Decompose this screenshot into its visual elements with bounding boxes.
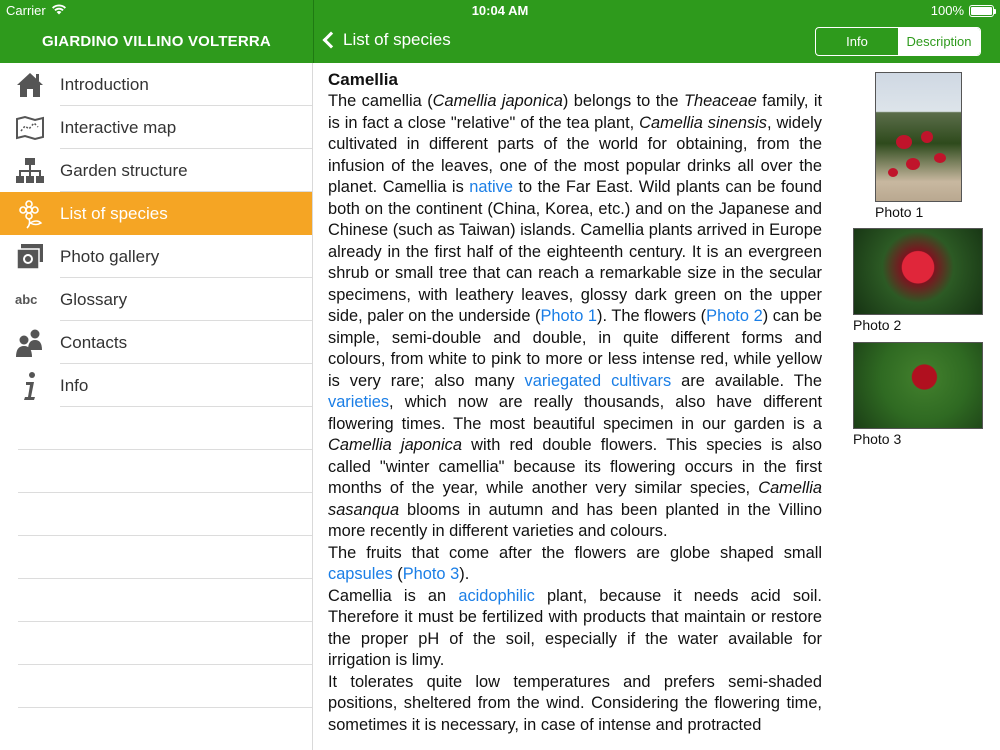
- text: ).: [459, 565, 470, 583]
- sidebar-item-label: Garden structure: [60, 160, 188, 180]
- photo-1-image: [875, 72, 962, 202]
- sidebar-item-label: Photo gallery: [60, 246, 160, 266]
- text-italic: Camellia japonica: [432, 92, 563, 110]
- link-cultivars[interactable]: cultivars: [611, 371, 672, 390]
- sidebar-item-label: Interactive map: [60, 117, 177, 137]
- battery-icon: [969, 5, 994, 17]
- text: [601, 372, 611, 390]
- hierarchy-icon: [0, 149, 60, 192]
- sidebar: [0, 63, 313, 750]
- paragraph-4: [328, 672, 822, 737]
- photo-2[interactable]: [853, 228, 983, 333]
- text: It tolerates quite low temperatures and prefers semi-shaded positions, sheltered from the wind. Considering the flowering time, sometimes it is necessary, in case of intense and protracted: [328, 672, 822, 734]
- text-italic: Camellia sinensis: [639, 113, 767, 132]
- battery-percent: 100%: [930, 3, 964, 18]
- camera-icon: [0, 235, 60, 278]
- species-description: [328, 70, 822, 750]
- sidebar-item-info[interactable]: [0, 364, 312, 407]
- empty-row: [0, 536, 312, 579]
- paragraph-1: [328, 91, 822, 543]
- paragraph-3: [328, 586, 822, 672]
- people-icon: [0, 321, 60, 364]
- text-italic: Theaceae: [683, 92, 757, 110]
- text: with red double flowers. This species is also called "winter camellia" because its flowering occurs in the first months of the year, while another very similar species,: [328, 436, 822, 497]
- back-label: List of species: [343, 30, 451, 49]
- photo-3[interactable]: [853, 342, 983, 447]
- text: ). The flowers (: [597, 307, 707, 325]
- link-varieties[interactable]: varieties: [328, 393, 390, 411]
- text: , widely cultivated in different parts of the world for obtaining, from the infusion of the leaves, one of the most popular drinks all over the planet. Camellia is: [328, 113, 822, 196]
- text: are available. The: [671, 371, 822, 390]
- link-native[interactable]: native: [469, 178, 513, 196]
- house-icon: [0, 63, 60, 106]
- flower-icon: [0, 192, 60, 235]
- text: plant, because it needs acid soil. Therefore it must be fertilized with products that maintain or restore the proper pH of the soil, especially if the water available for irrigation is limy.: [328, 586, 822, 669]
- empty-row: [0, 579, 312, 622]
- sidebar-item-contacts[interactable]: [0, 321, 312, 364]
- segment-description[interactable]: Description: [898, 28, 980, 55]
- text: ) can be simple, semi-double and double, in quite different forms and colours, from white to pink to more or less intense red, while yellow is very rare; also many: [328, 307, 822, 390]
- carrier-label: Carrier: [6, 3, 46, 18]
- status-time: 10:04 AM: [471, 3, 529, 18]
- text: ) belongs to the: [562, 92, 684, 110]
- app-title: GIARDINO VILLINO VOLTERRA: [42, 33, 271, 50]
- sidebar-item-glossary[interactable]: [0, 278, 312, 321]
- text: The fruits that come after the flowers are globe shaped small: [328, 543, 822, 562]
- empty-row: [0, 622, 312, 665]
- sidebar-item-label: Glossary: [60, 289, 128, 309]
- info-icon: [0, 364, 60, 407]
- photo-caption: Photo 2: [853, 317, 902, 333]
- photo-3-image: [853, 342, 983, 429]
- map-icon: [0, 106, 60, 149]
- text-italic: Camellia sasanqua: [328, 479, 822, 519]
- segmented-control: [815, 27, 981, 56]
- sidebar-item-label: Info: [60, 375, 89, 395]
- sidebar-item-list-of-species[interactable]: [0, 192, 312, 235]
- photo-2-image: [853, 228, 983, 315]
- paragraph-2: [328, 543, 822, 586]
- text: family, it is in fact a close "relative" of the tea plant,: [328, 92, 822, 132]
- sidebar-item-introduction[interactable]: [0, 63, 312, 106]
- sidebar-item-label: List of species: [60, 203, 168, 223]
- chevron-left-icon: [323, 32, 340, 49]
- abc-icon: [0, 278, 60, 321]
- link-photo-1[interactable]: Photo 1: [540, 307, 598, 325]
- link-acidophilic[interactable]: acidophilic: [458, 586, 535, 605]
- text: to the Far East. Wild plants can be found both on the continent (China, Korea, etc.) and on the Japanese and Chinese (such as Taiwan) islands. Camellia plants arrived in Europe already in the first half of the eighteenth century. It is an evergreen shrub or small tree that can reach a remarkable size in the secular specimens, with leathery leaves, glossy dark green on the upper side, paler on the underside (: [328, 178, 822, 325]
- text: Camellia is an: [328, 586, 459, 605]
- text: (: [392, 565, 403, 583]
- photo-caption: Photo 1: [875, 204, 924, 220]
- link-variegated[interactable]: variegated: [524, 371, 602, 390]
- text: , which now are really thousands, also have different flowering times. The most beautiful specimen in our garden is a: [328, 393, 822, 433]
- text-italic: Camellia japonica: [328, 436, 462, 454]
- empty-row: [0, 450, 312, 493]
- svg-text:abc: abc: [15, 291, 38, 307]
- sidebar-item-label: Contacts: [60, 332, 128, 352]
- photo-1[interactable]: [875, 72, 962, 220]
- sidebar-item-garden-structure[interactable]: [0, 149, 312, 192]
- segment-info[interactable]: Info: [846, 34, 868, 49]
- sidebar-item-label: Introduction: [60, 74, 149, 94]
- sidebar-item-interactive-map[interactable]: [0, 106, 312, 149]
- back-button[interactable]: [325, 30, 451, 50]
- species-title: Camellia: [328, 70, 398, 89]
- photo-caption: Photo 3: [853, 431, 902, 447]
- empty-row: [0, 407, 312, 450]
- empty-row: [0, 493, 312, 536]
- status-battery: [931, 3, 994, 18]
- link-photo-2[interactable]: Photo 2: [706, 307, 763, 325]
- sidebar-item-photo-gallery[interactable]: [0, 235, 312, 278]
- link-photo-3[interactable]: Photo 3: [402, 565, 460, 583]
- text: The camellia (: [328, 92, 433, 110]
- link-capsules[interactable]: capsules: [328, 565, 393, 583]
- description-text: [328, 91, 822, 736]
- empty-row: [0, 665, 312, 708]
- text: blooms in autumn and has been planted in the Villino more recently in different varieties and colours.: [328, 500, 822, 540]
